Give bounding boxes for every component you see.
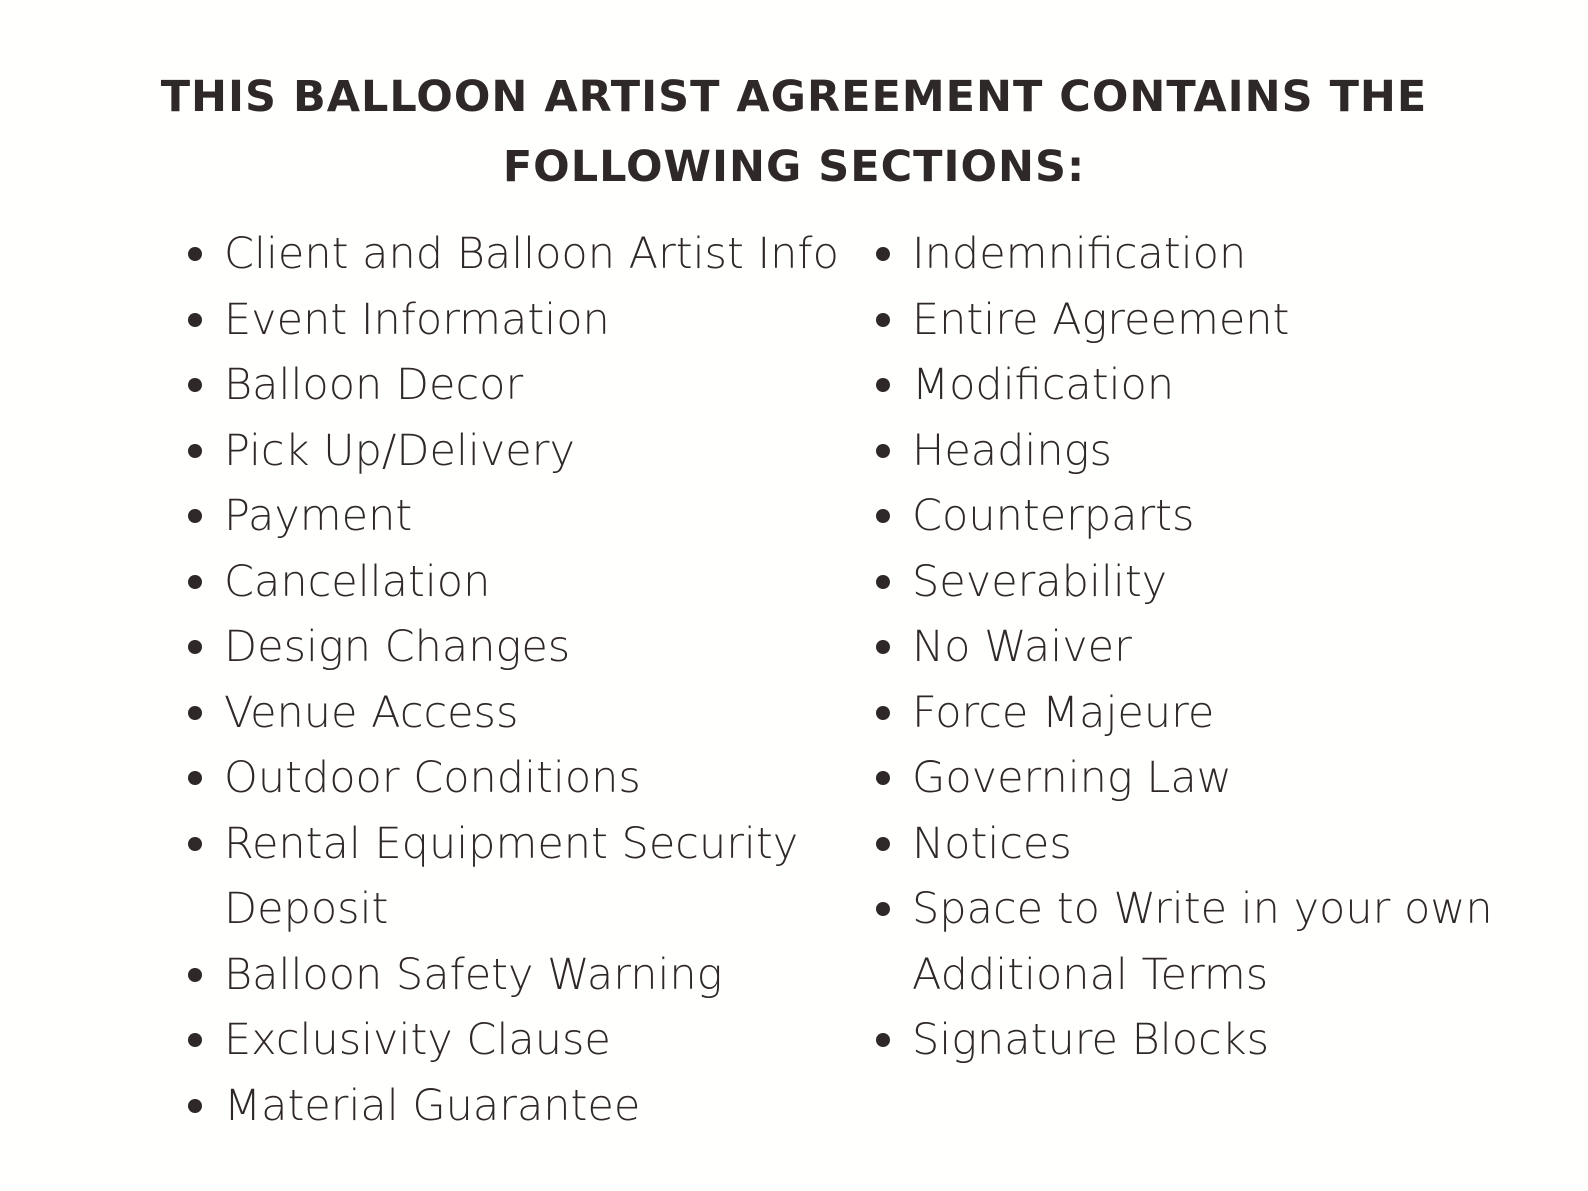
bullet-icon — [188, 247, 202, 261]
bullet-icon — [188, 706, 202, 720]
list-item — [188, 681, 848, 747]
bullet-icon — [188, 378, 202, 392]
heading-line-2: FOLLOWING SECTIONS: — [502, 142, 1086, 192]
list-item — [188, 1008, 848, 1074]
section-list-right — [876, 222, 1556, 1074]
bullet-icon — [188, 1033, 202, 1047]
list-item-label: Notices — [912, 818, 1072, 869]
list-item-label: Signature Blocks — [912, 1015, 1269, 1065]
list-item-label: Governing Law — [912, 753, 1232, 803]
list-item-label: Indemnification — [912, 229, 1247, 279]
list-item-label: Exclusivity Clause — [224, 1015, 611, 1065]
list-item — [876, 746, 1556, 812]
bullet-icon — [876, 837, 890, 851]
list-item — [188, 288, 848, 354]
bullet-icon — [876, 902, 890, 916]
bullet-icon — [188, 837, 202, 851]
page-heading — [120, 62, 1468, 202]
bullet-icon — [876, 1033, 890, 1047]
list-item — [188, 550, 848, 616]
bullet-icon — [188, 771, 202, 785]
list-item — [876, 484, 1556, 550]
list-item-label: Balloon Decor — [224, 360, 524, 410]
list-item-label: Payment — [224, 491, 413, 541]
list-item — [876, 222, 1556, 288]
list-item-label: Space to Write in your own Additional Terms — [912, 884, 1493, 1000]
list-item — [876, 550, 1556, 616]
list-item — [188, 353, 848, 419]
list-item — [876, 615, 1556, 681]
list-item-label: Entire Agreement — [912, 294, 1290, 345]
bullet-icon — [188, 575, 202, 589]
list-item-label: Design Changes — [224, 622, 571, 672]
list-item-label: Counterparts — [912, 491, 1195, 541]
list-item — [876, 353, 1556, 419]
section-list-left — [188, 222, 848, 1139]
bullet-icon — [876, 444, 890, 458]
bullet-icon — [188, 968, 202, 982]
list-item-label: Pick Up/Delivery — [224, 425, 575, 476]
list-item-label: Event Information — [224, 294, 610, 345]
bullet-icon — [876, 378, 890, 392]
list-item — [876, 877, 1556, 1008]
bullet-icon — [188, 1099, 202, 1113]
list-item — [876, 288, 1556, 354]
bullet-icon — [876, 247, 890, 261]
list-item-label: Outdoor Conditions — [224, 753, 641, 803]
list-item — [876, 1008, 1556, 1074]
list-item — [188, 222, 848, 288]
bullet-icon — [188, 509, 202, 523]
bullet-icon — [876, 640, 890, 654]
list-item — [188, 812, 848, 943]
list-item-label: Headings — [912, 425, 1112, 476]
list-item-label: Force Majeure — [912, 687, 1215, 738]
list-item — [188, 1074, 848, 1140]
list-item-label: Cancellation — [224, 556, 491, 607]
list-item-label: No Waiver — [912, 622, 1132, 672]
list-item-label: Venue Access — [224, 687, 519, 738]
list-item — [876, 419, 1556, 485]
list-item — [188, 419, 848, 485]
list-item — [188, 746, 848, 812]
list-item-label: Rental Equipment Security Deposit — [224, 818, 799, 934]
bullet-icon — [188, 640, 202, 654]
bullet-icon — [876, 706, 890, 720]
bullet-icon — [876, 771, 890, 785]
bullet-icon — [876, 313, 890, 327]
list-item — [188, 615, 848, 681]
list-item-label: Severability — [912, 556, 1168, 607]
list-item-label: Balloon Safety Warning — [224, 949, 723, 1000]
list-item — [188, 484, 848, 550]
list-item-label: Modification — [912, 360, 1175, 410]
list-item — [188, 943, 848, 1009]
list-item-label: Client and Balloon Artist Info — [224, 229, 839, 279]
bullet-icon — [876, 575, 890, 589]
bullet-icon — [876, 509, 890, 523]
list-item-label: Material Guarantee — [224, 1080, 641, 1131]
heading-line-1: THIS BALLOON ARTIST AGREEMENT CONTAINS THE — [160, 72, 1428, 122]
list-item — [876, 812, 1556, 878]
bullet-icon — [188, 313, 202, 327]
list-item — [876, 681, 1556, 747]
bullet-icon — [188, 444, 202, 458]
